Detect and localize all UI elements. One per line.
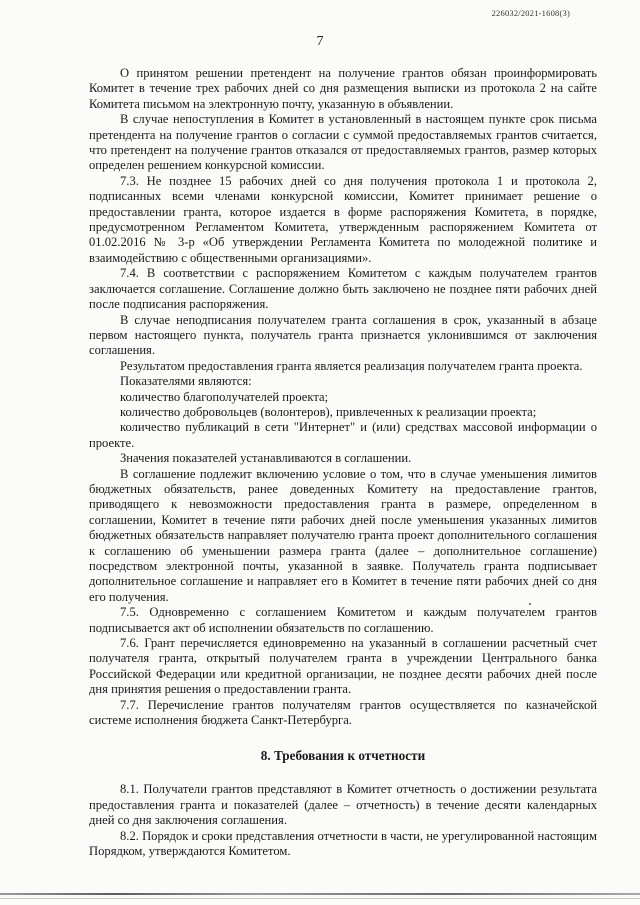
- paragraph: 7.3. Не позднее 15 рабочих дней со дня получения протокола 1 и протокола 2, подписанных всеми членами конкурсной комиссии, Комитет принимает решение о предоставлении гранта, которое издается в форме распоряжения Комитета, в порядке, предусмотренном Регламентом Комитета, утвержденным распоряжением Комитета от 01.02.2016 № 3-р «Об утверждении Регламента Комитета по молодежной политике и взаимодействию с общественными организациями».: [89, 173, 597, 265]
- document-id: 226032/2021-1608(3): [491, 8, 570, 18]
- page-number: 7: [316, 34, 324, 49]
- paragraph: Значения показателей устанавливаются в соглашении.: [120, 451, 412, 466]
- scan-edge-line: [0, 893, 640, 895]
- scan-speck: [529, 603, 531, 605]
- paragraph: Результатом предоставления гранта является реализация получателем гранта проекта.: [120, 358, 583, 373]
- paragraph: Показателями являются:: [120, 374, 252, 389]
- section-paragraph: 8.2. Порядок и сроки представления отчетности в части, не урегулированной настоящим Порядком, утверждаются Комитетом.: [89, 828, 597, 859]
- section-heading: 8. Требования к отчетности: [260, 748, 426, 764]
- paragraph: 7.6. Грант перечисляется единовременно на указанный в соглашении расчетный счет получателя гранта, открытый получателем гранта в учреждении Центрального банка Российской Федерации или кредитной организации, не позднее десяти рабочих дней после дня принятия решения о предоставлении гранта.: [89, 636, 597, 697]
- list-item: количество публикаций в сети "Интернет" и (или) средствах массовой информации о проекте.: [89, 420, 597, 450]
- paragraph: 7.5. Одновременно с соглашением Комитетом и каждым получателем грантов подписывается акт об исполнении обязательств по соглашению.: [89, 605, 597, 635]
- paragraph: В случае неподписания получателем гранта соглашения в срок, указанный в абзаце первом настоящего пункта, получатель гранта признается уклонившимся от заключения соглашения.: [89, 312, 597, 358]
- document-body: [89, 66, 597, 860]
- list-item: количество добровольцев (волонтеров), привлеченных к реализации проекта;: [120, 404, 537, 419]
- paragraph: 7.7. Перечисление грантов получателям грантов осуществляется по казначейской системе исполнения бюджета Санкт-Петербурга.: [89, 697, 597, 728]
- paragraph: В соглашение подлежит включению условие о том, что в случае уменьшения лимитов бюджетных обязательств, ранее доведенных Комитету на предоставление грантов, приводящего к невозможности предоставления гранта в размере, определенном в соглашении, Комитет в течение пяти рабочих дней после уменьшения указанных лимитов бюджетных обязательств направляет получателю гранта проект дополнительного соглашения к соглашению об уменьшении размера гранта (далее – дополнительное соглашение) посредством электронной почты, указанной в заявке. Получатель гранта подписывает дополнительное соглашение и направляет его в Комитет в течение пяти рабочих дней со дня его получения.: [89, 466, 597, 604]
- section-paragraph: 8.1. Получатели грантов представляют в Комитет отчетность о достижении результата предоставления гранта и показателей (далее – отчетность) в течение десяти календарных дней со дня заключения соглашения.: [89, 782, 597, 828]
- paragraph: 7.4. В соответствии с распоряжением Комитетом с каждым получателем грантов заключается соглашение. Соглашение должно быть заключено не позднее пяти рабочих дней после подписания распоряжения.: [89, 266, 597, 312]
- paragraph: В случае непоступления в Комитет в установленный в настоящем пункте срок письма претендента на получение грантов о согласии с суммой предоставляемых грантов считается, что претендент на получение грантов отказался от предоставляемых грантов, размер которых определен решением конкурсной комиссии.: [89, 112, 597, 173]
- scan-edge-line-secondary: [0, 898, 640, 899]
- paragraph: О принятом решении претендент на получение грантов обязан проинформировать Комитет в течение трех рабочих дней со дня размещения выписки из протокола 2 на сайте Комитета письмом на электронную почту, указанную в объявлении.: [89, 66, 597, 111]
- list-item: количество благополучателей проекта;: [120, 389, 329, 404]
